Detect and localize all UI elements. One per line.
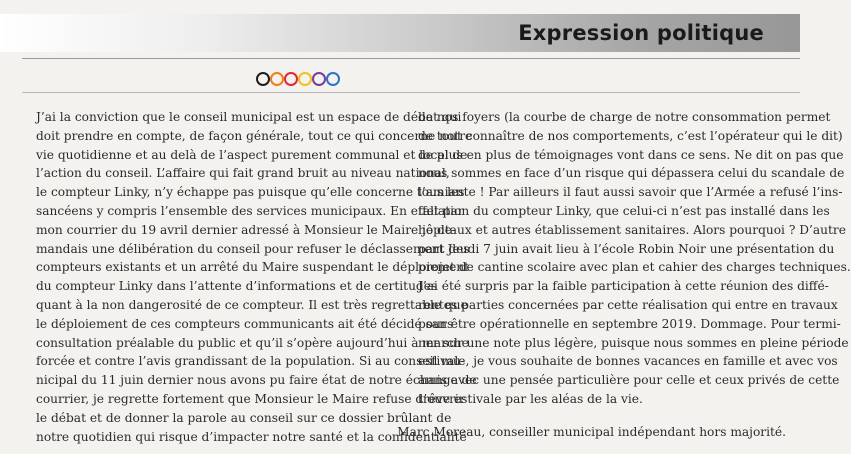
text-line: sancéens y compris l’ensemble des services municipaux. En effet par [36,203,464,218]
text-line: rentes parties concernées par cette réalisation qui entre en travaux [418,297,838,312]
article-column-right [418,108,851,409]
text-line: le déploiement de ces compteurs communicants ait été décidé sans [36,316,454,331]
text-line: mon courrier du 19 avril dernier adressé à Monsieur le Maire je de- [36,222,457,237]
ring-purple [313,73,325,85]
text-line: notre quotidien qui risque d’impacter notre santé et la confidentialité [36,429,467,444]
text-line: trêve estivale par les aléas de la vie. [418,391,643,406]
text-line: projet de cantine scolaire avec plan et cahier des charges techniques. [418,260,851,275]
text-line: courrier, je regrette fortement que Monsieur le Maire refuse d’ouvrir [36,391,465,406]
text-line: amis avec une pensée particulière pour celle et ceux privés de cette [418,373,840,388]
top-divider-line [22,58,800,59]
text-line: de nos foyers (la courbe de charge de notre consommation permet [418,110,831,124]
ring-black [257,73,269,85]
text-line: le compteur Linky, n’y échappe pas puisque qu’elle concerne tous les [36,185,465,200]
text-line: quant à la non dangerosité de ce compteur. Il est très regrettable que [36,297,468,312]
text-line: tallation du compteur Linky, que celui-ci n’est pas installé dans les [418,203,830,218]
text-line: de tout connaître de nos comportements, c’est l’opérateur qui le dit) [418,128,843,143]
text-line: compteurs existants et un arrêté du Maire suspendant le déploiement [36,260,470,275]
ring-orange [271,73,283,85]
text-line: vie quotidienne et au delà de l’aspect purement communal et local de [36,147,468,162]
text-line: l’action du conseil. L’affaire qui fait grand bruit au niveau national, [36,166,450,181]
text-line: ner sur une note plus légère, puisque nous sommes en pleine période [418,335,849,350]
text-line: du compteur Linky dans l’attente d’informations et de certitudes [36,279,438,294]
colored-rings-ornament [255,71,345,87]
text-line: consultation préalable du public et qu’il s’opère aujourd’hui à marche [36,335,469,350]
text-line: nicipal du 11 juin dernier nous avons pu faire état de notre échange de [36,373,477,388]
text-line: hôpitaux et autres établissement sanitaires. Alors pourquoi ? D’autre [418,222,846,237]
bottom-divider-line [22,92,800,93]
text-line: l’amiante ! Par ailleurs il faut aussi savoir que l’Armée a refusé l’ins- [418,185,843,200]
text-line: nous sommes en face d’un risque qui dépassera celui du scandale de [418,166,845,181]
signature: Marc Moreau, conseiller municipal indépendant hors majorité. [397,425,786,439]
text-line: de plus en plus de témoignages vont dans ce sens. Ne dit on pas que [418,147,844,162]
ring-blue [327,73,339,85]
text-line: pour être opérationnelle en septembre 2019. Dommage. Pour termi- [418,316,841,331]
page-title: Expression politique [518,21,764,45]
text-line: doit prendre en compte, de façon générale, tout ce qui concerne notre [36,128,473,143]
text-line: J’ai été surpris par la faible participation à cette réunion des diffé- [418,279,829,294]
ring-red [285,73,297,85]
text-line: forcée et contre l’avis grandissant de la population. Si au conseil mu- [36,354,465,369]
text-line: part Jeudi 7 juin avait lieu à l’école Robin Noir une présentation du [418,241,835,256]
text-line: le débat et de donner la parole au conseil sur ce dossier brûlant de [36,410,452,425]
text-line: estivale, je vous souhaite de bonnes vacances en famille et avec vos [418,354,838,369]
ring-yellow [299,73,311,85]
text-line: mandais une délibération du conseil pour refuser le déclassement des [36,241,470,256]
article-column-left [36,108,477,446]
text-line: J’ai la conviction que le conseil municipal est un espace de débat qui [36,110,462,124]
